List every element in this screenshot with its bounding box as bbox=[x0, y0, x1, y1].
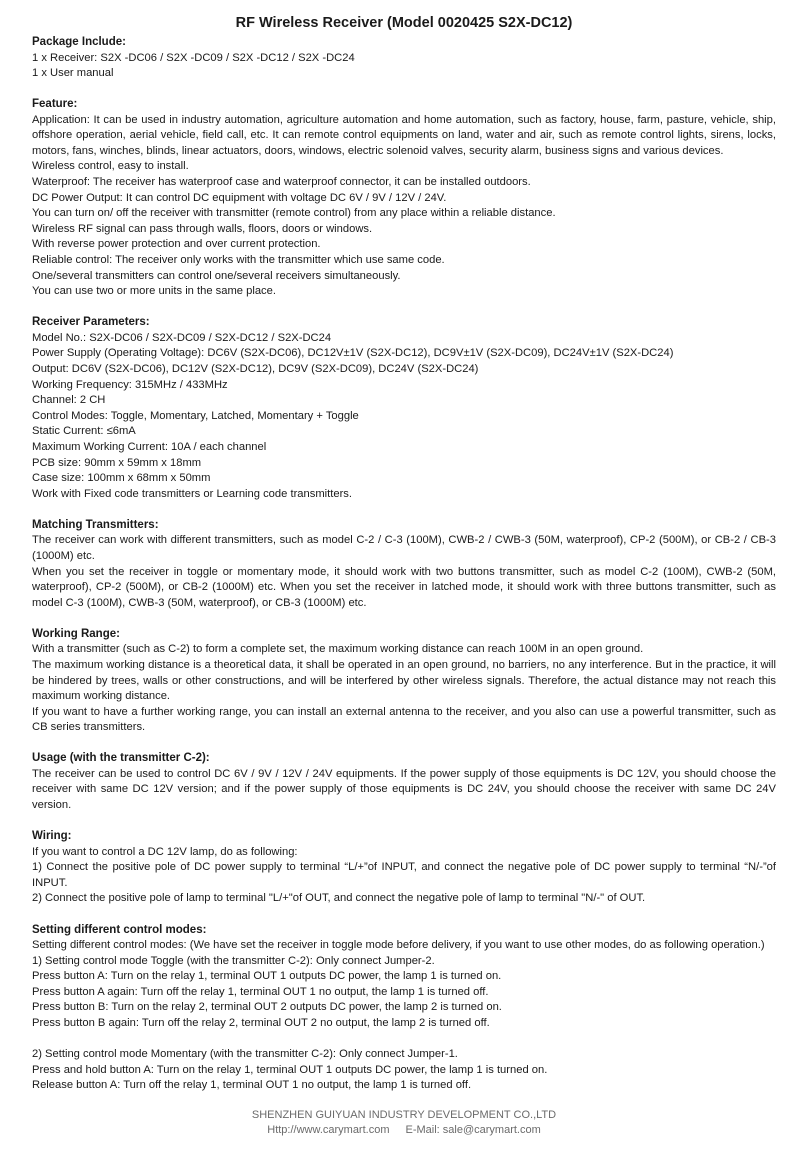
feature-section bbox=[32, 97, 776, 300]
document-page bbox=[32, 14, 776, 1094]
package-line: 1 x User manual bbox=[32, 67, 114, 80]
document-title: RF Wireless Receiver (Model 0020425 S2X-DC12) bbox=[235, 15, 573, 31]
matching-paragraph: When you set the receiver in toggle or momentary mode, it should work with two buttons transmitter, such as model C-2 (100M), CWB-2 (50M, waterproof), CP-2 (500M), or CB-2 (1000M) etc. When you set the receiver in latched mode, it should work with three buttons transmitter, such as model C-3 (100M), CWB-3 (50M, waterproof), or CB-3 (1000M) etc. bbox=[32, 565, 776, 609]
footer-company: SHENZHEN GUIYUAN INDUSTRY DEVELOPMENT CO.,LTD bbox=[251, 1109, 557, 1121]
toggle-line: 1) Setting control mode Toggle (with the transmitter C-2): Only connect Jumper-2. bbox=[32, 954, 435, 967]
params-line: Control Modes: Toggle, Momentary, Latched, Momentary + Toggle bbox=[32, 409, 359, 422]
wiring-paragraph: 2) Connect the positive pole of lamp to terminal "L/+"of OUT, and connect the negative pole of lamp to terminal "N/-" of OUT. bbox=[32, 892, 646, 905]
range-paragraph: With a transmitter (such as C-2) to form a complete set, the maximum working distance can reach 100M in an open ground. bbox=[32, 643, 644, 656]
params-line: PCB size: 90mm x 59mm x 18mm bbox=[32, 456, 202, 469]
range-paragraph: If you want to have a further working range, you can install an external antenna to the receiver, and you also can use a powerful transmitter, such as CB series transmitters. bbox=[32, 705, 776, 734]
modes-heading: Setting different control modes: bbox=[32, 923, 207, 936]
toggle-line: Press button B again: Turn off the relay 2, terminal OUT 2 no output, the lamp 2 is turned off. bbox=[32, 1017, 490, 1029]
params-line: Model No.: S2X-DC06 / S2X-DC09 / S2X-DC12 / S2X-DC24 bbox=[32, 331, 332, 344]
usage-section bbox=[32, 751, 776, 813]
package-heading: Package Include: bbox=[32, 36, 126, 48]
toggle-line: Press button A: Turn on the relay 1, terminal OUT 1 outputs DC power, the lamp 1 is turned on. bbox=[32, 970, 502, 983]
package-section bbox=[32, 35, 776, 82]
params-section bbox=[32, 315, 776, 502]
params-line: Case size: 100mm x 68mm x 50mm bbox=[32, 472, 211, 485]
params-line: Power Supply (Operating Voltage): DC6V (S2X-DC06), DC12V±1V (S2X-DC12), DC9V±1V (S2X-DC09), DC24V±1V (S2X-DC24) bbox=[32, 347, 674, 360]
feature-line: With reverse power protection and over current protection. bbox=[32, 238, 321, 251]
usage-heading: Usage (with the transmitter C-2): bbox=[32, 752, 210, 765]
momentary-line: Release button A: Turn off the relay 1, terminal OUT 1 no output, the lamp 1 is turned off. bbox=[32, 1079, 472, 1092]
momentary-line: 2) Setting control mode Momentary (with the transmitter C-2): Only connect Jumper-1. bbox=[32, 1048, 458, 1061]
momentary-line: Press and hold button A: Turn on the relay 1, terminal OUT 1 outputs DC power, the lamp 1 is turned on. bbox=[32, 1063, 548, 1076]
modes-section bbox=[32, 923, 776, 1094]
matching-heading: Matching Transmitters: bbox=[32, 518, 159, 531]
params-line: Working Frequency: 315MHz / 433MHz bbox=[32, 378, 228, 391]
range-heading: Working Range: bbox=[32, 627, 120, 640]
params-heading: Receiver Parameters: bbox=[32, 316, 150, 329]
params-line: Static Current: ≤6mA bbox=[32, 425, 136, 438]
matching-paragraph: The receiver can work with different transmitters, such as model C-2 / C-3 (100M), CWB-2 / CWB-3 (50M, waterproof), CP-2 (500M), or CB-2 / CB-3 (1000M) etc. bbox=[32, 534, 776, 562]
range-section bbox=[32, 627, 776, 736]
footer-website[interactable]: Http://www.carymart.com bbox=[267, 1124, 390, 1136]
params-line: Work with Fixed code transmitters or Learning code transmitters. bbox=[32, 487, 353, 500]
feature-heading: Feature: bbox=[32, 98, 78, 111]
wiring-paragraph: If you want to control a DC 12V lamp, do as following: bbox=[32, 845, 298, 858]
toggle-line: Press button A again: Turn off the relay 1, terminal OUT 1 no output, the lamp 1 is turned off. bbox=[32, 985, 489, 998]
modes-intro: Setting different control modes: (We have set the receiver in toggle mode before delivery, if you want to use other modes, do as following operation.) bbox=[32, 939, 765, 952]
feature-line: You can use two or more units in the same place. bbox=[32, 285, 276, 298]
feature-line: One/several transmitters can control one/several receivers simultaneously. bbox=[32, 269, 401, 282]
wiring-section bbox=[32, 829, 776, 907]
wiring-heading: Wiring: bbox=[32, 830, 72, 843]
wiring-paragraph: 1) Connect the positive pole of DC power supply to terminal “L/+”of INPUT, and connect the negative pole of DC power supply to terminal “N/-”of INPUT. bbox=[32, 861, 776, 889]
feature-line: Reliable control: The receiver only works with the transmitter which use same code. bbox=[32, 254, 445, 267]
feature-line: You can turn on/ off the receiver with transmitter (remote control) from any place within a reliable distance. bbox=[32, 207, 556, 220]
feature-line: Wireless control, easy to install. bbox=[32, 160, 189, 173]
params-line: Channel: 2 CH bbox=[32, 394, 106, 407]
matching-section bbox=[32, 518, 776, 611]
footer-contact bbox=[0, 1123, 808, 1138]
range-paragraph: The maximum working distance is a theoretical data, it shall be operated in an open ground, no barriers, no any interference. But in the practice, it will be hindered by trees, walls or other constructions, and will be interfered by other wireless signals. Therefore, the actual distance may not reach this maximum working distance. bbox=[32, 658, 776, 703]
toggle-line: Press button B: Turn on the relay 2, terminal OUT 2 outputs DC power, the lamp 2 is turned on. bbox=[32, 1001, 502, 1014]
params-line: Maximum Working Current: 10A / each channel bbox=[32, 440, 267, 453]
package-line: 1 x Receiver: S2X -DC06 / S2X -DC09 / S2X -DC12 / S2X -DC24 bbox=[32, 51, 355, 64]
feature-application: Application: It can be used in industry automation, agriculture automation and home automation, such as factory, house, farm, pasture, vehicle, ship, offshore operation, aerial vehicle, field call, etc. It can remote control equipments on land, water and air, such as remote control lights, sirens, locks, motors, fans, winches, blinds, linear actuators, doors, windows, electric solenoid valves, security alarm, business signs and various devices. bbox=[32, 113, 776, 157]
feature-line: Wireless RF signal can pass through walls, floors, doors or windows. bbox=[32, 222, 373, 235]
spacer bbox=[32, 1032, 776, 1048]
feature-line: Waterproof: The receiver has waterproof case and waterproof connector, it can be installed outdoors. bbox=[32, 176, 531, 189]
footer-email[interactable]: E-Mail: sale@carymart.com bbox=[405, 1124, 541, 1136]
params-line: Output: DC6V (S2X-DC06), DC12V (S2X-DC12), DC9V (S2X-DC09), DC24V (S2X-DC24) bbox=[32, 363, 479, 375]
feature-line: DC Power Output: It can control DC equipment with voltage DC 6V / 9V / 12V / 24V. bbox=[32, 191, 447, 204]
usage-paragraph: The receiver can be used to control DC 6V / 9V / 12V / 24V equipments. If the power supply of those equipments is DC 12V, you should choose the receiver with same DC 12V version; and if the power supply of those equipments is DC 24V, you should choose the receiver with same DC 24V version. bbox=[32, 767, 776, 812]
page-footer bbox=[0, 1108, 808, 1138]
